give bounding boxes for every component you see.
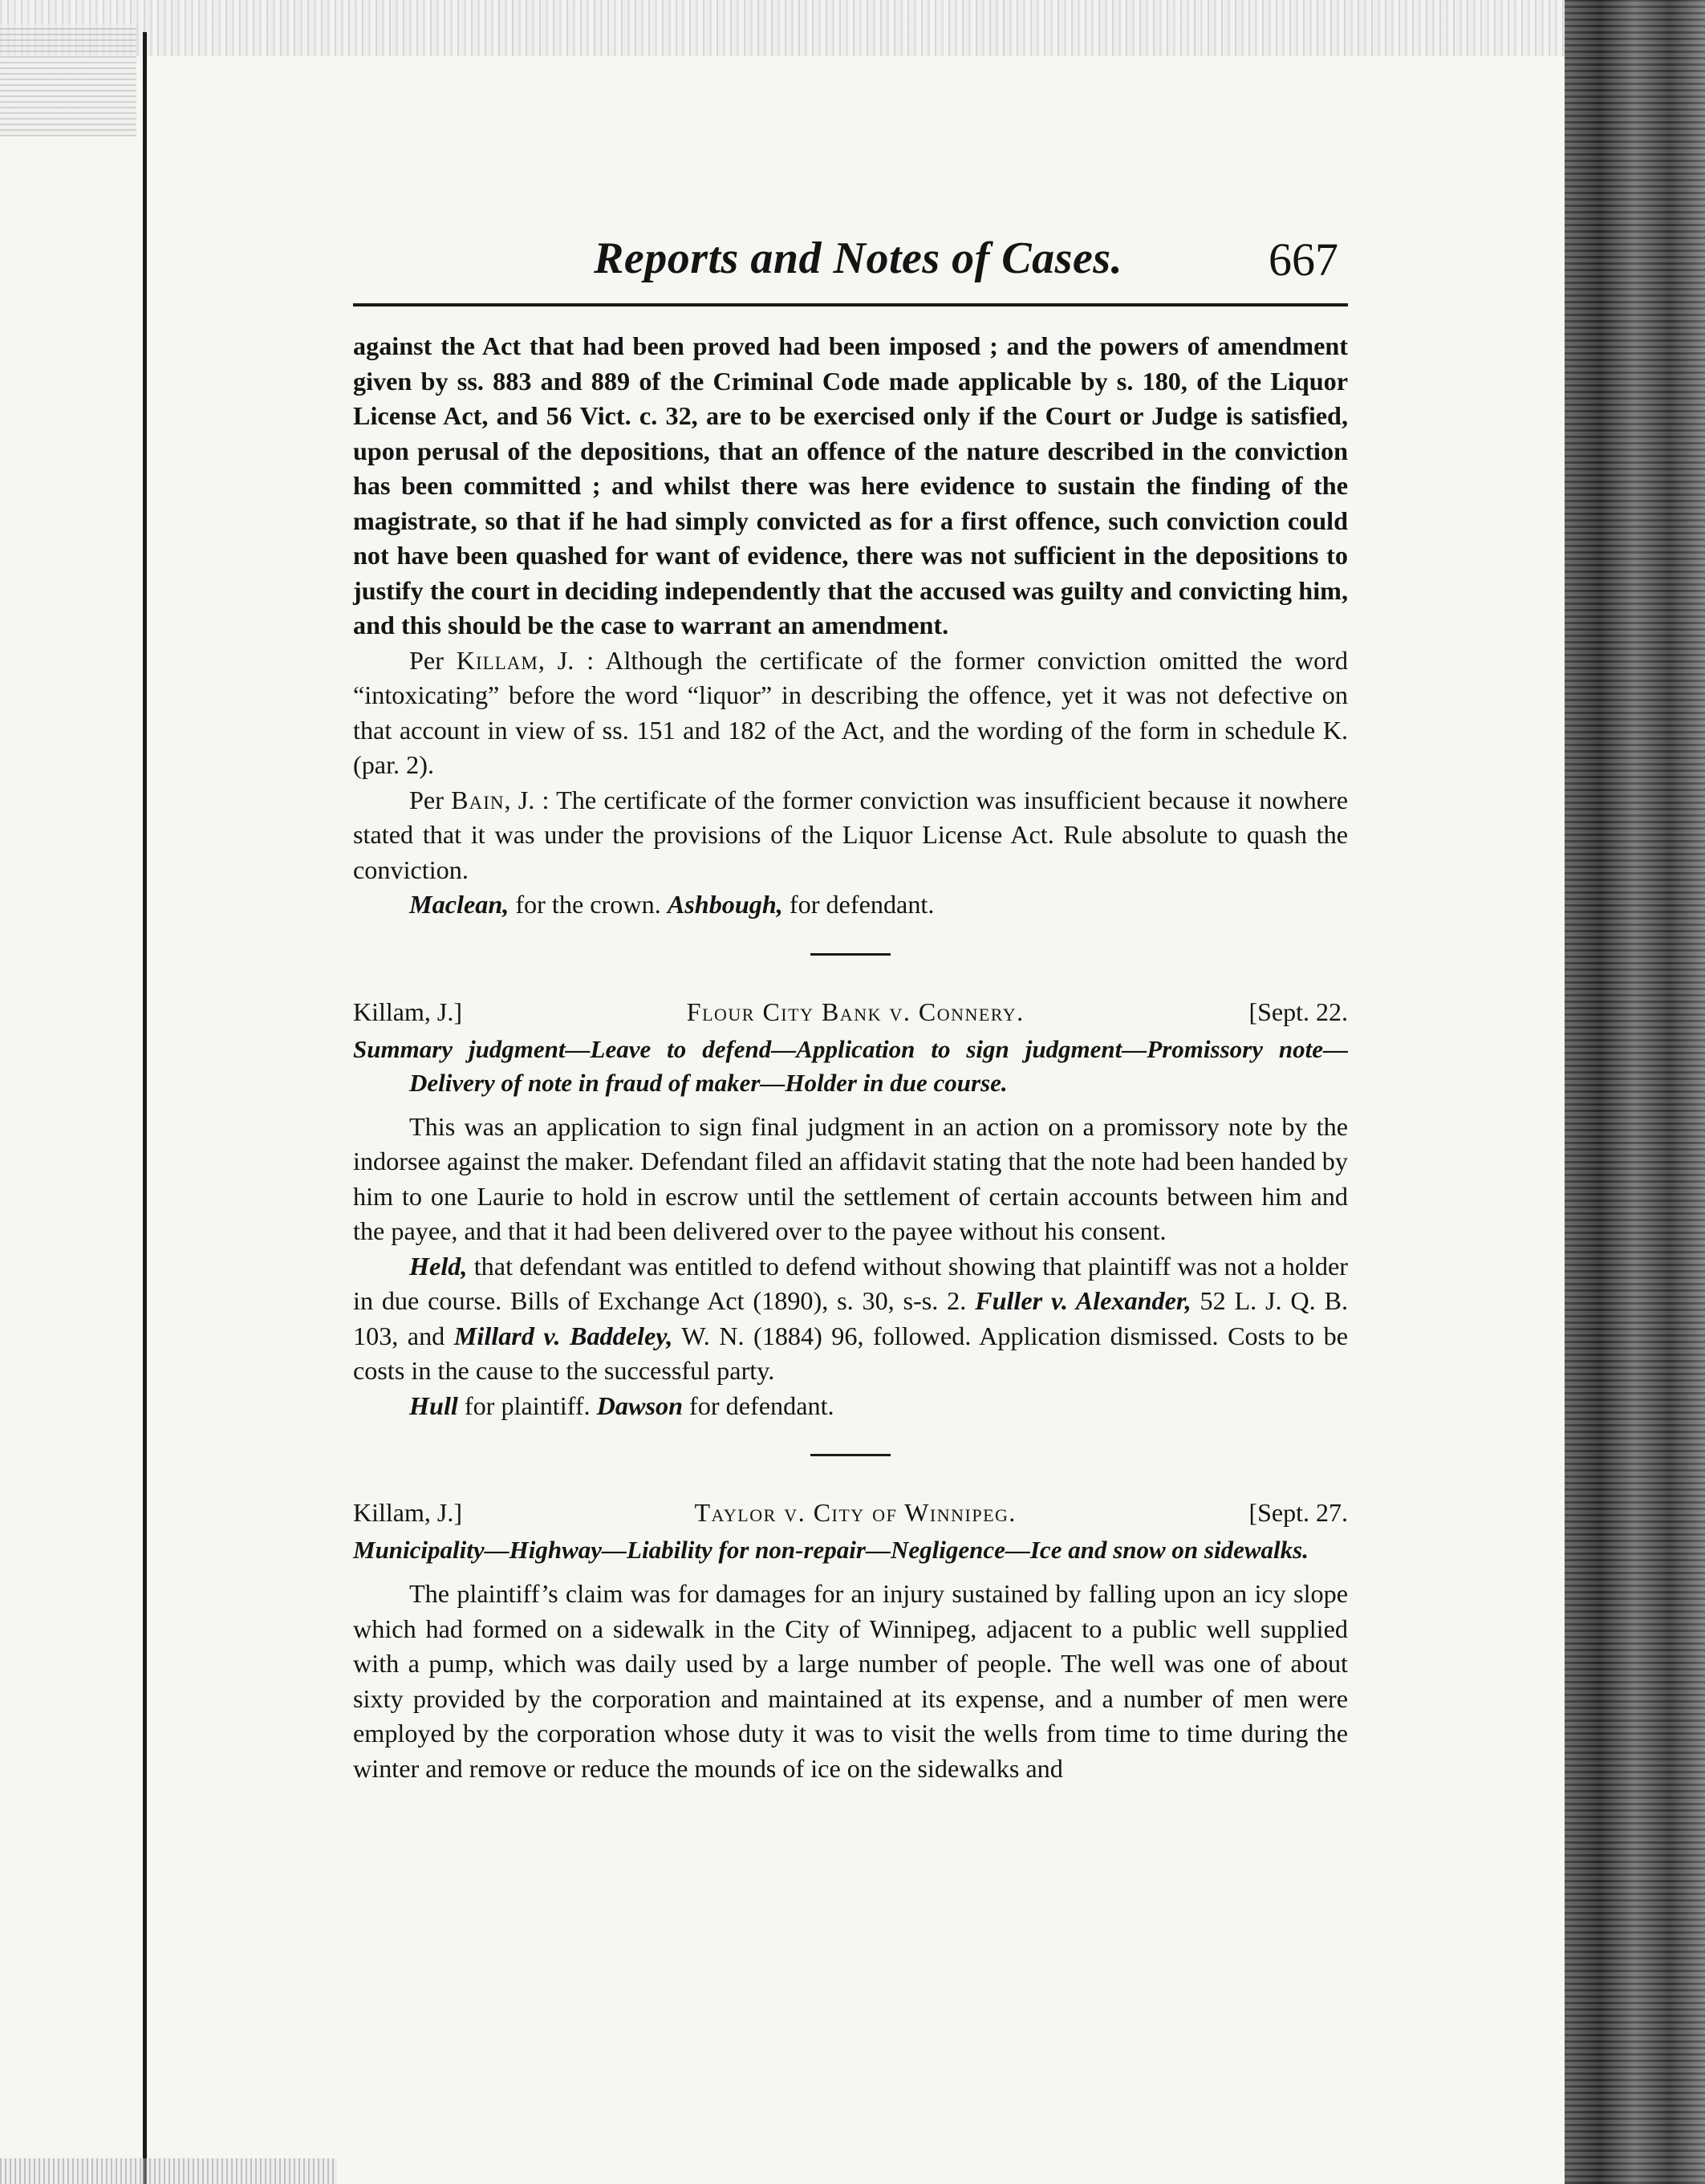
page-number: 667: [1269, 233, 1338, 286]
scan-noise-top: [0, 0, 1573, 56]
holding-text: that defendant was entitled to defend without showing that plaintiff was not a holder in due course. Bills of Exchange Act (1890), s. 30, s-s. 2.: [353, 1251, 1348, 1315]
case-heading: [353, 994, 1348, 1029]
counsel-role: for defendant.: [782, 890, 935, 919]
counsel-role: for plaintiff.: [457, 1390, 597, 1420]
section-divider: [810, 953, 891, 956]
held-label: Held,: [409, 1251, 468, 1281]
counsel-name: Maclean,: [409, 890, 509, 919]
citation: Millard v. Baddeley,: [453, 1321, 673, 1350]
case-date: [Sept. 22.: [1248, 997, 1348, 1026]
case-flour-city-bank: [353, 994, 1348, 1424]
counsel-line: [353, 1389, 1348, 1424]
opinion-text: , J. : Although the certificate of the former conviction omitted the word “intoxicating” before the word “liquor” in describing the offence, yet it was not defective on that account in view of ss. 151 and 182 of the Act, and the wording of the form in schedule K. (par. 2).: [353, 645, 1348, 779]
continued-paragraph: against the Act that had been proved had been imposed ; and the powers of amendment given by ss. 883 and 889 of the Criminal Code made applicable by s. 180, of the Liquor License Act, and 56 Vict. c. 32, are to be exercised only if the Court or Judge is satisfied, upon perusal of the depositions, that an offence of the nature described in the conviction has been committed ; and whilst there was here evidence to sustain the finding of the magistrate, so that if he had simply convicted as for a first offence, such conviction could not have been quashed for want of evidence, there was not sufficient in the depositions to justify the court in deciding independently that the accused was guilty and convicting him, and this should be the case to warrant an amendment.: [353, 331, 1348, 639]
citation: Fuller v. Alexander,: [975, 1286, 1191, 1315]
per-label: Per: [409, 785, 452, 814]
judge-name: Killam: [456, 645, 538, 675]
holding-text: W. N. (1884) 96, followed. Application dismissed. Costs to be costs in the cause to the successful party.: [353, 1321, 1348, 1385]
page-edge-shadow: [1565, 0, 1705, 2184]
case-facts: The plaintiff’s claim was for damages for an injury sustained by falling upon an icy slope which had formed on a sidewalk in the City of Winnipeg, adjacent to a public well supplied with a pump, which was daily used by a large number of people. The well was one of about sixty provided by the corporation and maintained at its expense, and a number of men were employed by the corporation whose duty it was to visit the wells from time to time during the winter and remove or reduce the mounds of ice on the sidewalks and: [353, 1579, 1348, 1783]
section-divider: [810, 1454, 891, 1456]
case-style: Flour City Bank v. Connery.: [686, 997, 1025, 1026]
binding-edge: [143, 32, 147, 2184]
counsel-name: Ashbough,: [667, 890, 783, 919]
case-judge: Killam, J.]: [353, 997, 462, 1026]
scan-noise-bottom: [0, 2158, 337, 2184]
case-headnote: Summary judgment—Leave to defend—Application to sign judgment—Promissory note—Delivery of note in fraud of maker—Holder in due course.: [353, 1034, 1348, 1097]
counsel-line: [353, 887, 1348, 923]
judge-name: Bain: [451, 785, 505, 814]
running-head: [353, 233, 1348, 306]
case-facts: This was an application to sign final judgment in an action on a promissory note by the indorsee against the maker. Defendant filed an affidavit stating that the note had been handed by him to one Laurie to hold in escrow until the settlement of certain accounts between him and the payee, and that it had been delivered over to the payee without his consent.: [353, 1111, 1348, 1245]
case-style: Taylor v. City of Winnipeg.: [694, 1498, 1017, 1527]
holding-text: 52 L. J. Q. B. 103, and: [353, 1286, 1348, 1350]
case-holding: [353, 1249, 1348, 1389]
per-label: Per: [409, 645, 457, 675]
opinion-killam: [353, 643, 1348, 783]
scan-noise-corner: [0, 24, 136, 136]
running-head-title: Reports and Notes of Cases.: [594, 233, 1123, 283]
book-page: [353, 233, 1348, 1786]
continued-case: [353, 329, 1348, 923]
case-judge: Killam, J.]: [353, 1498, 462, 1527]
opinion-bain: [353, 783, 1348, 888]
case-date: [Sept. 27.: [1248, 1498, 1348, 1527]
case-heading: [353, 1495, 1348, 1530]
counsel-role: for defendant.: [683, 1390, 834, 1420]
opinion-text: , J. : The certificate of the former conviction was insufficient because it nowhere stated that it was under the provisions of the Liquor License Act. Rule absolute to quash the conviction.: [353, 785, 1349, 884]
case-taylor-winnipeg: [353, 1495, 1348, 1786]
counsel-name: Hull: [409, 1390, 458, 1420]
counsel-role: for the crown.: [509, 890, 668, 919]
case-headnote: Municipality—Highway—Liability for non-repair—Negligence—Ice and snow on sidewalks.: [353, 1536, 1309, 1564]
counsel-name: Dawson: [596, 1390, 683, 1420]
